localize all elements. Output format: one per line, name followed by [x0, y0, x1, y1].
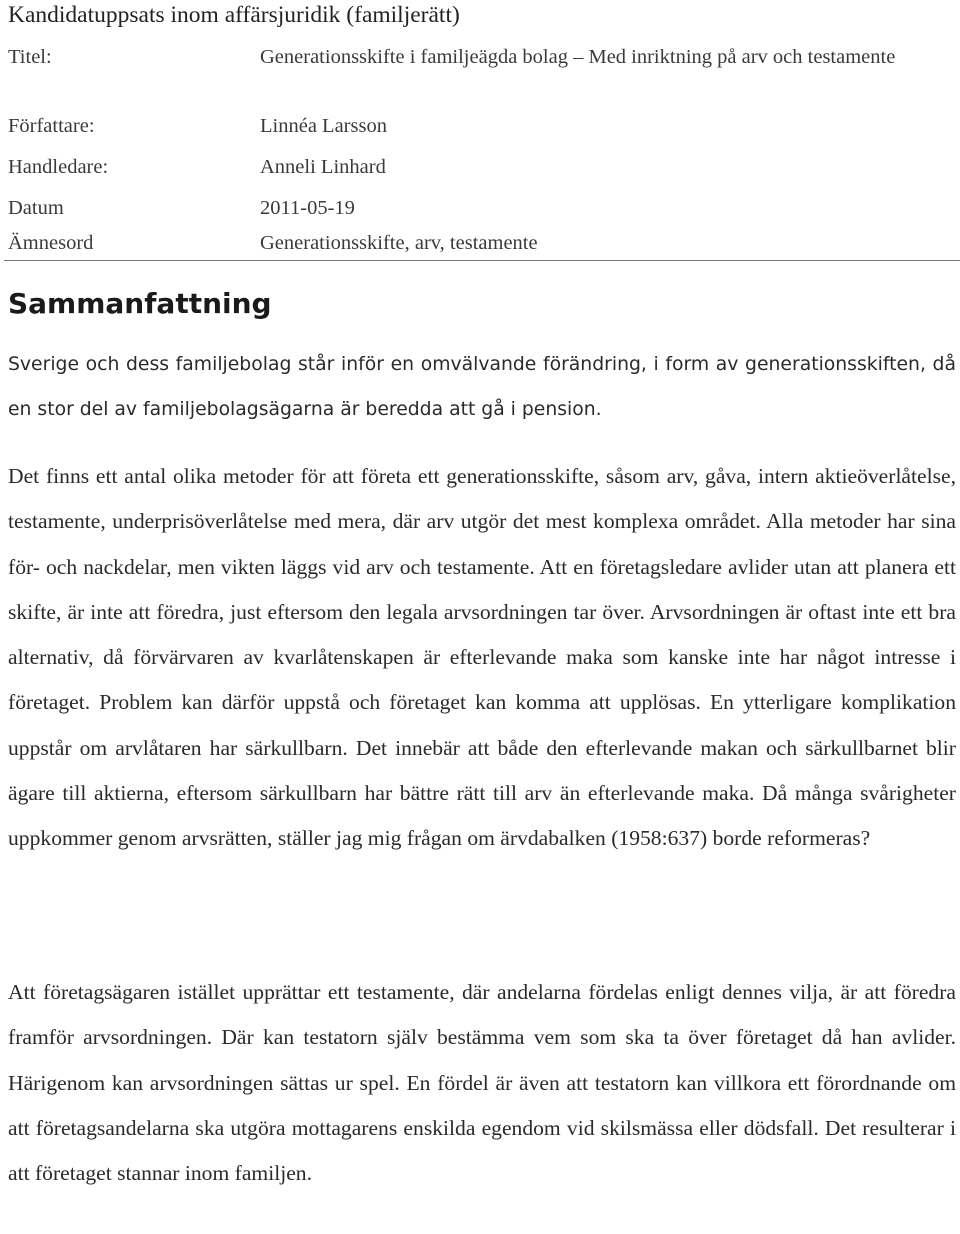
author-value: Linnéa Larsson — [260, 115, 387, 137]
title-value: Generationsskifte i familjeägda bolag – Med inriktning på arv och testamente — [260, 46, 896, 68]
supervisor-label: Handledare: — [8, 156, 109, 178]
keywords-label: Ämnesord — [8, 232, 94, 254]
abstract-paragraph-2: Det finns ett antal olika metoder för att företa ett generationsskifte, såsom arv, gåva, intern aktieöverlåtelse, testamente, underprisöverlåtelse med mera, där arv utgör det mest komplexa området. Alla metoder har sina för- och nackdelar, men vikten läggs vid arv och testamente. Att en företagsledare avlider utan att planera ett skifte, är inte att föredra, just eftersom den legala arvsordningen tar över. Arvsordningen är oftast inte ett bra alternativ, då förvärvaren av kvarlåtenskapen är efterlevande maka som kanske inte har något intresse i företaget. Problem kan därför uppstå och företaget kan komma att upplösas. En ytterligare komplikation uppstår om arvlåtaren har särkullbarn. Det innebär att både den efterlevande makan och särkullbarnet blir ägare till aktierna, eftersom särkullbarn har bättre rätt till arv än efterlevande maka. Då många svårigheter uppkommer genom arvsrätten, ställer jag mig frågan om ärvdabalken (1958:637) borde reformeras? — [8, 464, 956, 851]
supervisor-value: Anneli Linhard — [260, 156, 386, 178]
date-value: 2011-05-19 — [260, 197, 355, 219]
document-title: Kandidatuppsats inom affärsjuridik (familjerätt) — [8, 2, 460, 28]
keywords-value: Generationsskifte, arv, testamente — [260, 232, 538, 254]
abstract-paragraph-1: Sverige och dess familjebolag står inför en omvälvande förändring, i form av generationsskiften, då en stor del av familjebolagsägarna är beredda att gå i pension. — [8, 354, 956, 420]
abstract-heading: Sammanfattning — [8, 287, 272, 320]
header-divider — [4, 260, 960, 261]
title-label: Titel: — [8, 46, 52, 68]
date-label: Datum — [8, 197, 64, 219]
author-label: Författare: — [8, 115, 95, 137]
abstract-paragraph-3: Att företagsägaren istället upprättar ett testamente, där andelarna fördelas enligt dennes vilja, är att föredra framför arvsordningen. Där kan testatorn själv bestämma vem som ska ta över företaget då han avlider. Härigenom kan arvsordningen sättas ur spel. En fördel är även att testatorn kan villkora ett förordnande om att företagsandelarna ska utgöra mottagarens enskilda egendom vid skilsmässa eller dödsfall. Det resulterar i att företaget stannar inom familjen. — [8, 980, 956, 1186]
